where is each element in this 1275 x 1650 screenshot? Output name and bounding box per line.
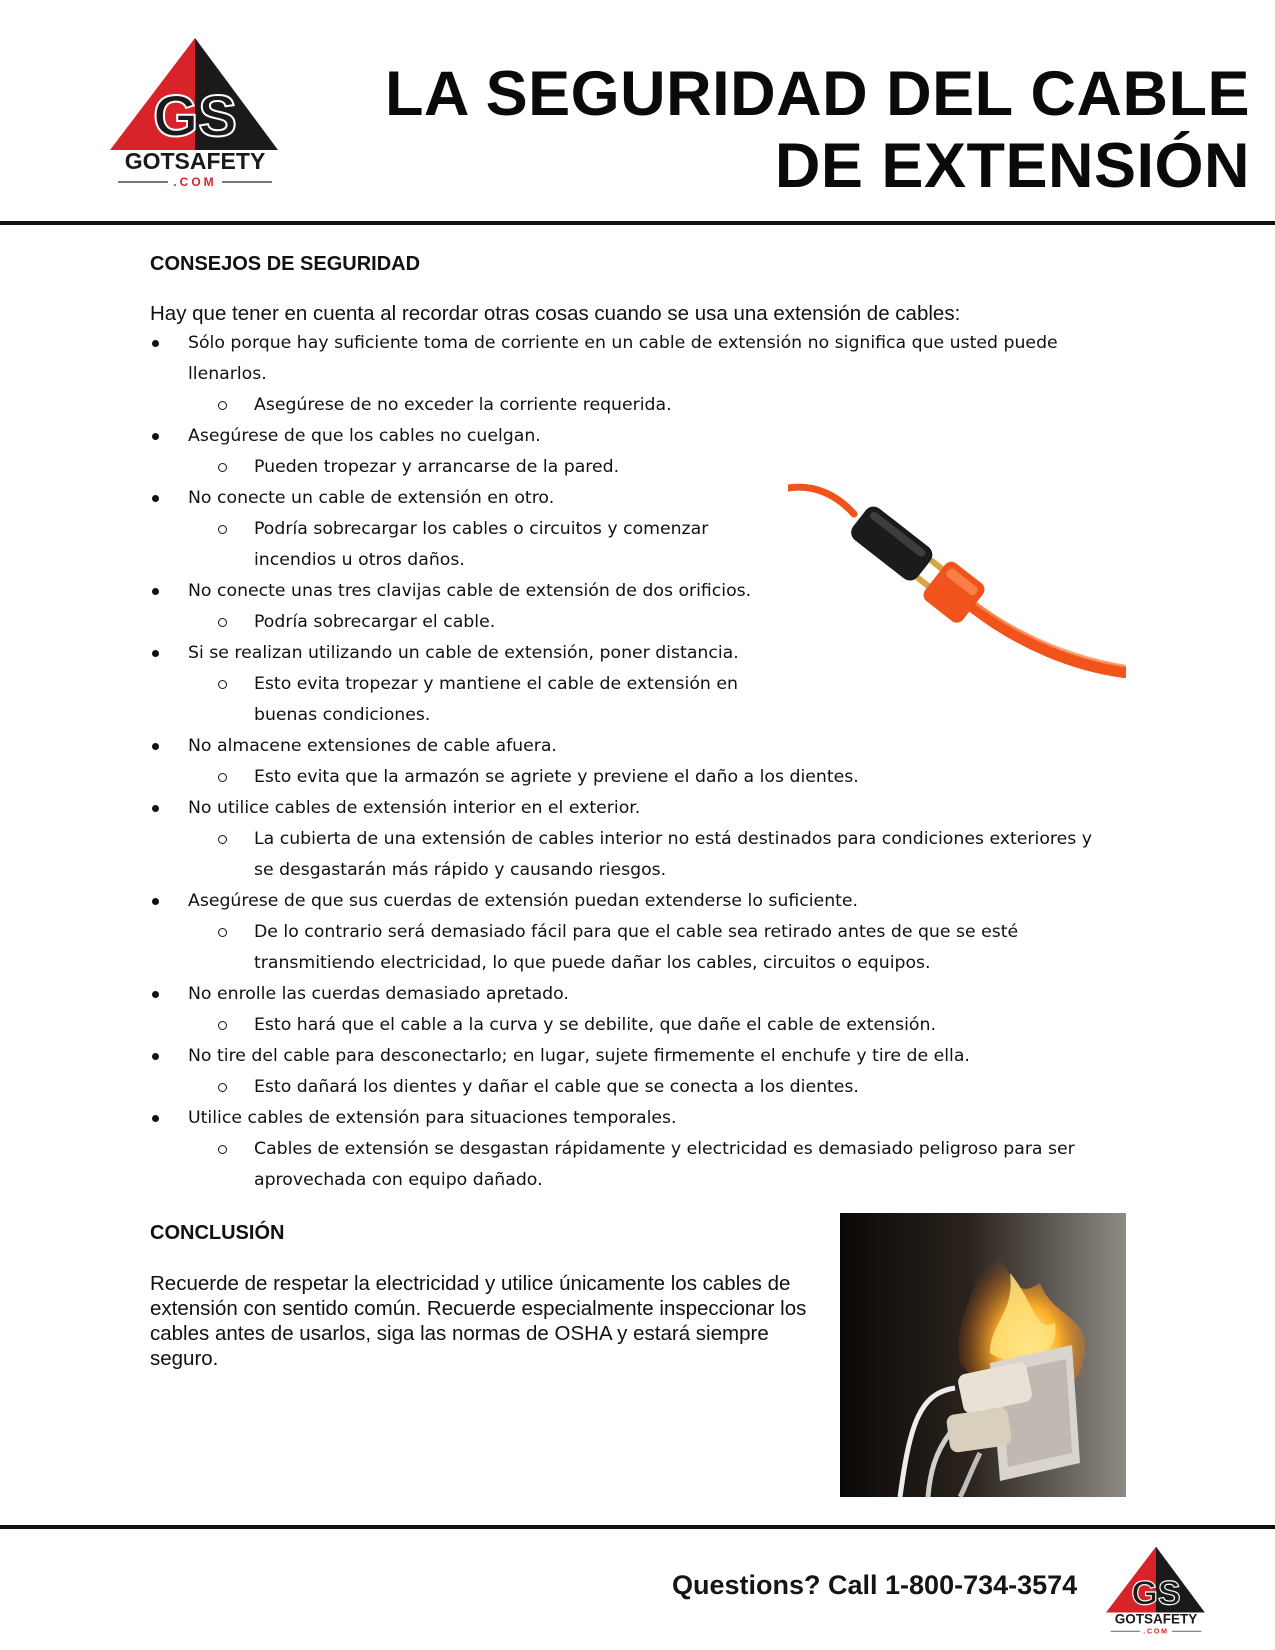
sub-list-item bbox=[150, 514, 774, 576]
gotsafety-logo-graphic bbox=[1106, 1545, 1206, 1640]
sub-tip-text: Pueden tropezar y arrancarse de la pared. bbox=[254, 457, 620, 477]
list-item bbox=[150, 1041, 1110, 1072]
bullet-icon bbox=[152, 340, 159, 347]
tip-text: Sólo porque hay suficiente toma de corriente en un cable de extensión no significa que usted puede llenarlos. bbox=[188, 333, 1058, 384]
hollow-bullet-icon bbox=[218, 680, 227, 689]
burning-outlet-photo bbox=[840, 1213, 1126, 1497]
bullet-icon bbox=[152, 805, 159, 812]
gotsafety-logo-footer bbox=[1106, 1545, 1206, 1640]
logo-letters: GS bbox=[153, 84, 237, 149]
bullet-icon bbox=[152, 433, 159, 440]
gotsafety-logo-graphic bbox=[110, 36, 280, 196]
bullet-icon bbox=[152, 495, 159, 502]
hollow-bullet-icon bbox=[218, 773, 227, 782]
tip-text: No conecte un cable de extensión en otro. bbox=[188, 488, 555, 508]
hollow-bullet-icon bbox=[218, 401, 227, 410]
sub-list-item bbox=[150, 1010, 1110, 1041]
list-item bbox=[150, 886, 1110, 917]
list-item bbox=[150, 731, 1110, 762]
page-title bbox=[385, 58, 1250, 202]
footer-phone-text: Questions? Call 1-800-734-3574 bbox=[672, 1570, 1078, 1600]
conclusion-heading: CONCLUSIÓN bbox=[150, 1222, 285, 1244]
hollow-bullet-icon bbox=[218, 618, 227, 627]
list-item bbox=[150, 328, 1110, 390]
sub-tip-text: Esto evita que la armazón se agriete y previene el daño a los dientes. bbox=[254, 767, 859, 787]
tip-text: Asegúrese de que los cables no cuelgan. bbox=[188, 426, 541, 446]
tip-text: No almacene extensiones de cable afuera. bbox=[188, 736, 557, 756]
list-item bbox=[150, 421, 1110, 452]
tip-text: No utilice cables de extensión interior en el exterior. bbox=[188, 798, 641, 818]
tip-text: Utilice cables de extensión para situaciones temporales. bbox=[188, 1108, 677, 1128]
hollow-bullet-icon bbox=[218, 835, 227, 844]
sub-tip-text: Podría sobrecargar el cable. bbox=[254, 612, 496, 632]
bullet-icon bbox=[152, 650, 159, 657]
sub-list-item bbox=[150, 1072, 1110, 1103]
bullet-icon bbox=[152, 743, 159, 750]
tip-text: Asegúrese de que sus cuerdas de extensión puedan extenderse lo suficiente. bbox=[188, 891, 859, 911]
sub-tip-text: Esto dañará los dientes y dañar el cable que se conecta a los dientes. bbox=[254, 1077, 859, 1097]
conclusion-text: Recuerde de respetar la electricidad y utilice únicamente los cables de extensión con sentido común. Recuerde especialmente inspeccionar los cables antes de usarlos, siga las normas de OSHA y estará siempre seguro. bbox=[150, 1272, 807, 1370]
bullet-icon bbox=[152, 588, 159, 595]
logo-domain: .COM bbox=[1143, 1628, 1169, 1636]
footer-divider bbox=[0, 1525, 1275, 1529]
hollow-bullet-icon bbox=[218, 1145, 227, 1154]
bullet-icon bbox=[152, 1053, 159, 1060]
sub-list-item bbox=[150, 917, 1110, 979]
sub-tip-text: La cubierta de una extensión de cables interior no está destinados para condiciones exteriores y se desgastarán más rápido y causando riesgos. bbox=[254, 829, 1092, 880]
sub-tip-text: Asegúrese de no exceder la corriente requerida. bbox=[254, 395, 672, 415]
logo-name: GOTSAFETY bbox=[1114, 1611, 1198, 1627]
title-line-2: DE EXTENSIÓN bbox=[774, 131, 1250, 201]
sub-tip-text: Esto hará que el cable a la curva y se debilite, que dañe el cable de extensión. bbox=[254, 1015, 936, 1035]
hollow-bullet-icon bbox=[218, 463, 227, 472]
logo-name: GOTSAFETY bbox=[124, 148, 266, 174]
tip-text: No conecte unas tres clavijas cable de extensión de dos orificios. bbox=[188, 581, 752, 601]
tips-list bbox=[150, 328, 1110, 1196]
tips-heading: CONSEJOS DE SEGURIDAD bbox=[150, 253, 421, 275]
sub-list-item bbox=[150, 762, 1110, 793]
sub-list-item bbox=[150, 1134, 1110, 1196]
tip-text: No enrolle las cuerdas demasiado apretado. bbox=[188, 984, 569, 1004]
hollow-bullet-icon bbox=[218, 1083, 227, 1092]
extension-cord-photo bbox=[788, 480, 1126, 700]
list-item bbox=[150, 793, 1110, 824]
hollow-bullet-icon bbox=[218, 525, 227, 534]
bullet-icon bbox=[152, 991, 159, 998]
bullet-icon bbox=[152, 898, 159, 905]
header-divider bbox=[0, 221, 1275, 225]
hollow-bullet-icon bbox=[218, 928, 227, 937]
title-line-1: LA SEGURIDAD DEL CABLE bbox=[384, 59, 1250, 129]
sub-list-item bbox=[150, 452, 1110, 483]
tip-text: No tire del cable para desconectarlo; en lugar, sujete firmemente el enchufe y tire de ella. bbox=[188, 1046, 970, 1066]
sub-tip-text: De lo contrario será demasiado fácil para que el cable sea retirado antes de que se esté transmitiendo electricidad, lo que puede dañar los cables, circuitos o equipos. bbox=[254, 922, 1019, 973]
sub-tip-text: Esto evita tropezar y mantiene el cable de extensión en buenas condiciones. bbox=[254, 674, 738, 725]
sub-list-item bbox=[150, 669, 774, 731]
list-item bbox=[150, 1103, 1110, 1134]
bullet-icon bbox=[152, 1115, 159, 1122]
sub-list-item bbox=[150, 390, 1110, 421]
gotsafety-logo bbox=[110, 36, 280, 196]
sub-tip-text: Cables de extensión se desgastan rápidamente y electricidad es demasiado peligroso para ser aprovechada con equipo dañado. bbox=[254, 1139, 1075, 1190]
tips-intro: Hay que tener en cuenta al recordar otras cosas cuando se usa una extensión de cables: bbox=[150, 302, 961, 325]
list-item bbox=[150, 979, 1110, 1010]
sub-list-item bbox=[150, 824, 1110, 886]
logo-domain: .COM bbox=[173, 175, 217, 189]
logo-letters: GS bbox=[1131, 1574, 1181, 1613]
sub-tip-text: Podría sobrecargar los cables o circuitos y comenzar incendios u otros daños. bbox=[254, 519, 709, 570]
hollow-bullet-icon bbox=[218, 1021, 227, 1030]
tip-text: Si se realizan utilizando un cable de extensión, poner distancia. bbox=[188, 643, 739, 663]
